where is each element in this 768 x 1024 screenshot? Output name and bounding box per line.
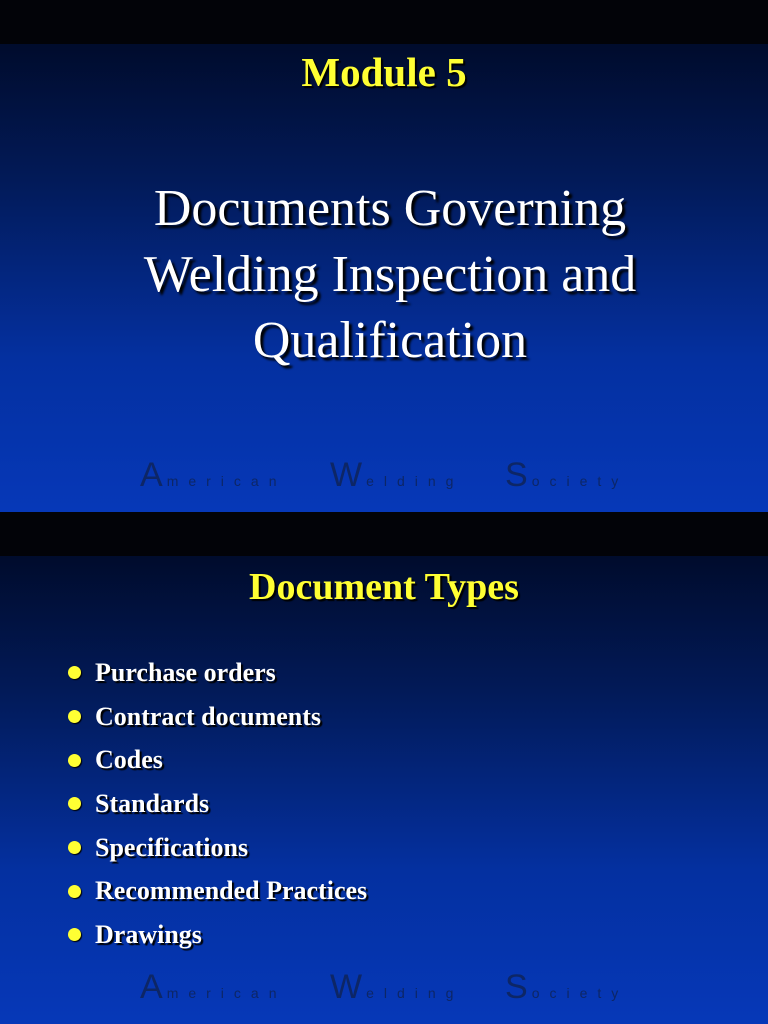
- bullet-icon: [68, 710, 81, 723]
- list-item-label: Standards: [95, 788, 210, 818]
- subtitle-line: Documents Governing: [153, 180, 627, 237]
- bullet-icon: [68, 841, 81, 854]
- list-item-label: Specifications: [95, 832, 249, 862]
- slide-2-title: Document Types: [249, 566, 519, 608]
- list-item-label: Drawings: [95, 919, 202, 949]
- bullet-icon: [68, 928, 81, 941]
- bullet-icon: [68, 666, 81, 679]
- slide-top-band: [0, 0, 768, 44]
- list-item-label: Contract documents: [95, 701, 322, 731]
- footer-american: American: [140, 968, 287, 1006]
- bullet-icon: [68, 797, 81, 810]
- document-types-list: [68, 651, 367, 957]
- slide-1-title: Module 5: [301, 49, 467, 95]
- list-item-label: Purchase orders: [95, 657, 276, 687]
- list-item: [68, 913, 367, 957]
- slide-top-band: [0, 512, 768, 556]
- list-item-label: Codes: [95, 745, 163, 775]
- list-item: [68, 782, 367, 826]
- bullet-icon: [68, 754, 81, 767]
- list-item-label: Recommended Practices: [95, 876, 368, 906]
- footer-american: American: [140, 456, 287, 494]
- bullet-icon: [68, 885, 81, 898]
- list-item: [68, 695, 367, 739]
- footer-society: Society: [505, 968, 629, 1006]
- footer-welding: Welding: [330, 968, 464, 1006]
- aws-footer: [0, 456, 768, 496]
- list-item: [68, 738, 367, 782]
- footer-society: Society: [505, 456, 629, 494]
- subtitle-line: Qualification: [252, 312, 528, 369]
- list-item: [68, 869, 367, 913]
- footer-welding: Welding: [330, 456, 464, 494]
- aws-footer: [0, 968, 768, 1008]
- list-item: [68, 651, 367, 695]
- slide-1-subtitle: [80, 176, 700, 374]
- subtitle-line: Welding Inspection and: [143, 246, 637, 303]
- list-item: [68, 826, 367, 870]
